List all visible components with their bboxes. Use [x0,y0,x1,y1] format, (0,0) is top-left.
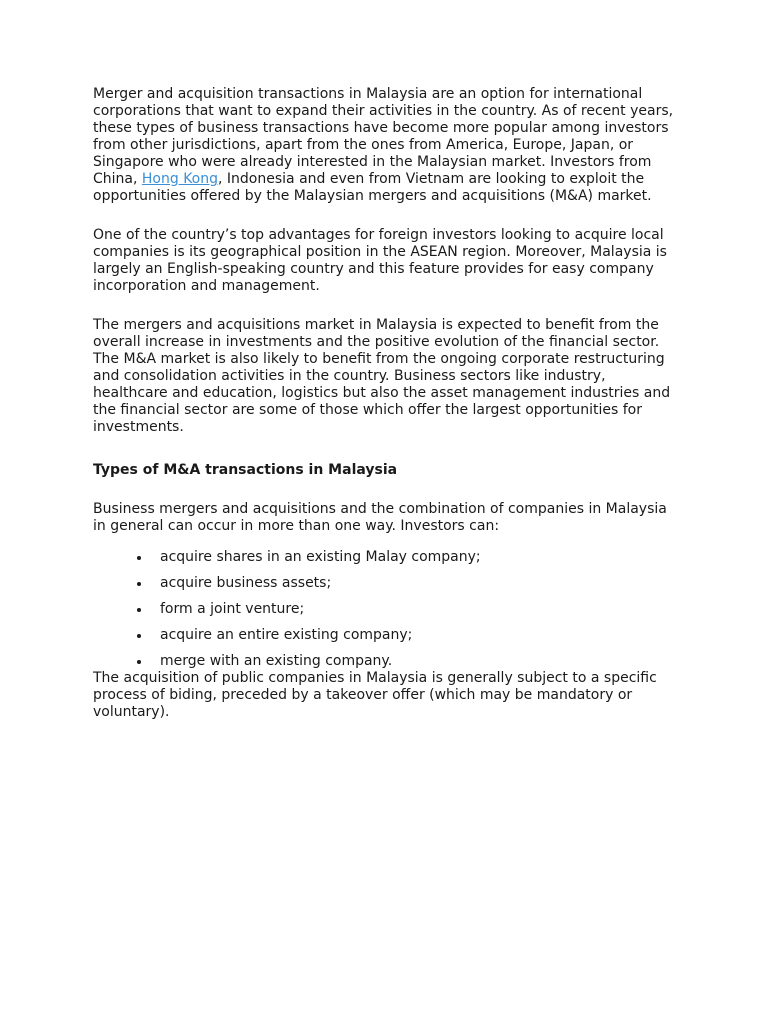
list-item-text: form a joint venture; [160,601,305,617]
intro-paragraph [93,86,678,205]
intro-text-before-link: Merger and acquisition transactions in Malaysia are an option for international corporations that want to expand their activities in the country. As of recent years, these types of business transactions have become more popular among investors from other jurisdictions, apart from the ones from America, Europe, Japan, or Singapore who were already interested in the Malaysian market. Investors from China, [93,86,674,187]
advantages-paragraph: One of the country’s top advantages for foreign investors looking to acquire local companies is its geographical position in the ASEAN region. Moreover, Malaysia is largely an English-speaking country and this feature provides for easy company incorporation and management. [93,227,667,294]
list-item [93,601,678,627]
list-item [93,627,678,653]
options-list [93,549,678,670]
section-heading: Types of M&A transactions in Malaysia [93,462,398,478]
hong-kong-link[interactable]: Hong Kong [141,171,219,187]
list-item-text: acquire shares in an existing Malay company; [160,549,481,565]
public-acquisition-paragraph: The acquisition of public companies in Malaysia is generally subject to a specific process of biding, preceded by a takeover offer (which may be mandatory or voluntary). [93,670,657,720]
bullet-icon [137,556,141,560]
list-item-text: merge with an existing company. [160,653,393,669]
bullet-icon [137,660,141,664]
list-item-text: acquire an entire existing company; [160,627,413,643]
document-page [93,86,678,721]
list-item [93,549,678,575]
list-item [93,575,678,601]
list-item-text: acquire business assets; [160,575,332,591]
bullet-icon [137,582,141,586]
market-paragraph: The mergers and acquisitions market in Malaysia is expected to benefit from the overall increase in investments and the positive evolution of the financial sector. The M&A market is also likely to benefit from the ongoing corporate restructuring and consolidation activities in the country. Business sectors like industry, healthcare and education, logistics but also the asset management industries and the financial sector are some of those which offer the largest opportunities for investments. [93,317,671,435]
list-item [93,653,678,670]
bullet-icon [137,608,141,612]
intro-text-after-link: , Indonesia and even from Vietnam are looking to exploit the opportunities offered by the Malaysian mergers and acquisitions (M&A) market. [93,171,652,204]
ways-paragraph: Business mergers and acquisitions and the combination of companies in Malaysia in general can occur in more than one way. Investors can: [93,501,667,534]
bullet-icon [137,634,141,638]
